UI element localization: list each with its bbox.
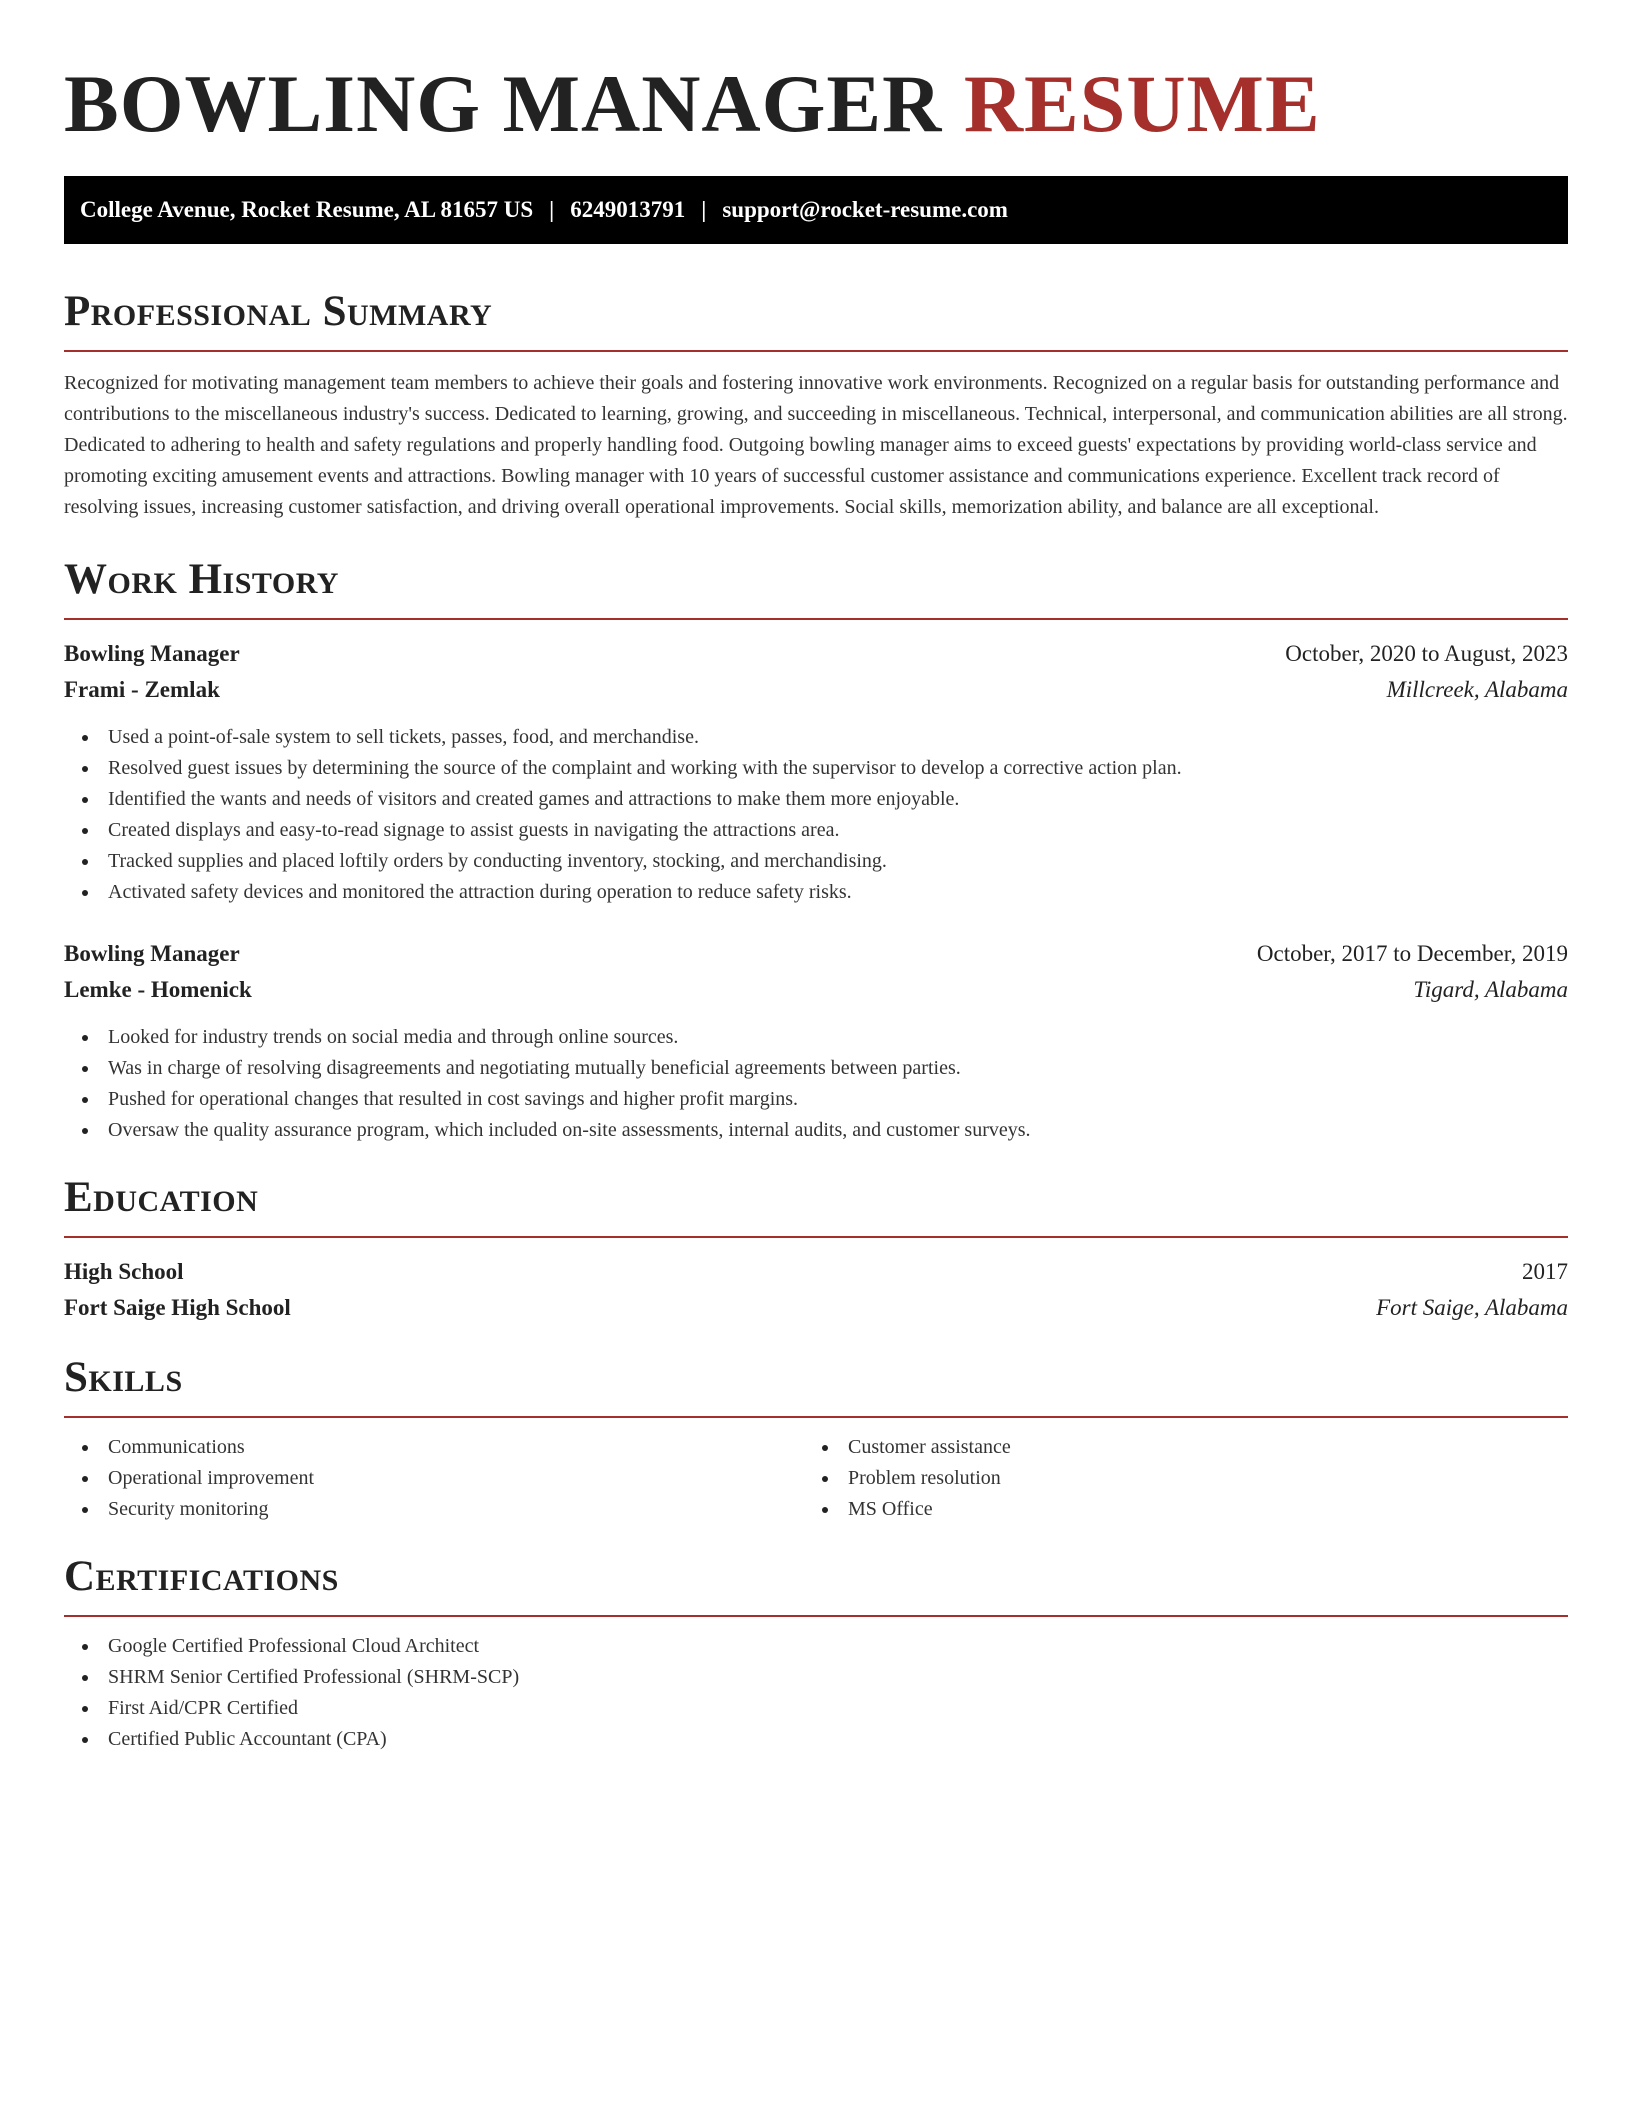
resume-title: [64, 56, 1568, 152]
job-bullet-list: [64, 722, 1568, 908]
job-company: Frami - Zemlak: [64, 677, 220, 702]
list-item: Oversaw the quality assurance program, which included on-site assessments, internal audits, and customer surveys.: [64, 1115, 1568, 1146]
section-heading: Work History: [64, 556, 339, 603]
list-item: Was in charge of resolving disagreements and negotiating mutually beneficial agreements between parties.: [64, 1053, 1568, 1084]
skill-item: Problem resolution: [804, 1463, 1544, 1494]
skill-item: Security monitoring: [64, 1494, 804, 1525]
skills-list-right: [804, 1432, 1544, 1525]
certifications-section: [64, 1553, 1568, 1755]
list-item: Resolved guest issues by determining the source of the complaint and working with the supervisor to develop a corrective action plan.: [64, 753, 1568, 784]
certification-item: Certified Public Accountant (CPA): [64, 1724, 1568, 1755]
contact-bar: [64, 176, 1568, 244]
contact-separator: |: [701, 197, 707, 222]
contact-address: College Avenue, Rocket Resume, AL 81657 US: [80, 197, 534, 222]
title-main: BOWLING MANAGER: [64, 58, 943, 149]
education-degree: High School: [64, 1259, 184, 1284]
list-item: Used a point-of-sale system to sell tickets, passes, food, and merchandise.: [64, 722, 1568, 753]
contact-separator: |: [549, 197, 555, 222]
job-title: Bowling Manager: [64, 641, 240, 666]
list-item: Tracked supplies and placed loftily orders by conducting inventory, stocking, and merchandising.: [64, 846, 1568, 877]
contact-email: support@rocket-resume.com: [722, 197, 1008, 222]
work-history-section: [64, 556, 1568, 1146]
certification-item: First Aid/CPR Certified: [64, 1693, 1568, 1724]
skills-grid: [64, 1432, 1568, 1525]
education-school: Fort Saige High School: [64, 1295, 291, 1320]
section-heading: Certifications: [64, 1553, 339, 1600]
section-divider: [64, 1416, 1568, 1418]
skill-item: MS Office: [804, 1494, 1544, 1525]
job-header-row: [64, 936, 1568, 972]
education-header-row: [64, 1254, 1568, 1290]
education-school-row: [64, 1290, 1568, 1326]
job-dates: October, 2020 to August, 2023: [1285, 641, 1568, 666]
section-heading: Professional Summary: [64, 288, 493, 335]
certification-item: SHRM Senior Certified Professional (SHRM-SCP): [64, 1662, 1568, 1693]
skill-item: Operational improvement: [64, 1463, 804, 1494]
education-entry: [64, 1254, 1568, 1326]
section-heading: Education: [64, 1174, 259, 1221]
skill-item: Customer assistance: [804, 1432, 1544, 1463]
section-divider: [64, 1615, 1568, 1617]
skill-item: Communications: [64, 1432, 804, 1463]
job-company: Lemke - Homenick: [64, 977, 252, 1002]
job-entry: [64, 936, 1568, 1146]
summary-text: Recognized for motivating management team members to achieve their goals and fostering innovative work environments. Recognized on a regular basis for outstanding performance and contributions to the miscellaneous industry's success. Dedicated to learning, growing, and succeeding in miscellaneous. Technical, interpersonal, and communication abilities are all strong. Dedicated to adhering to health and safety regulations and properly handling food. Outgoing bowling manager aims to exceed guests' expectations by providing world-class service and promoting exciting amusement events and attractions. Bowling manager with 10 years of successful customer assistance and communications experience. Excellent track record of resolving issues, increasing customer satisfaction, and driving overall operational improvements. Social skills, memorization ability, and balance are all exceptional.: [64, 372, 1568, 518]
resume-page: [64, 56, 1568, 1755]
job-dates: October, 2017 to December, 2019: [1256, 941, 1568, 966]
certification-item: Google Certified Professional Cloud Architect: [64, 1631, 1568, 1662]
job-title: Bowling Manager: [64, 941, 240, 966]
skills-section: [64, 1354, 1568, 1525]
job-header-row: [64, 636, 1568, 672]
job-location: Tigard, Alabama: [1413, 977, 1568, 1002]
section-heading: Skills: [64, 1354, 183, 1401]
list-item: Looked for industry trends on social media and through online sources.: [64, 1022, 1568, 1053]
job-company-row: [64, 672, 1568, 708]
job-company-row: [64, 972, 1568, 1008]
section-divider: [64, 618, 1568, 620]
education-section: [64, 1174, 1568, 1326]
list-item: Created displays and easy-to-read signage to assist guests in navigating the attractions area.: [64, 815, 1568, 846]
job-location: Millcreek, Alabama: [1386, 677, 1568, 702]
job-bullet-list: [64, 1022, 1568, 1146]
education-year: 2017: [1522, 1259, 1568, 1284]
contact-phone: 6249013791: [570, 197, 686, 222]
list-item: Activated safety devices and monitored the attraction during operation to reduce safety risks.: [64, 877, 1568, 908]
certifications-list: [64, 1631, 1568, 1755]
job-entry: [64, 636, 1568, 908]
professional-summary-section: [64, 288, 1568, 523]
list-item: Identified the wants and needs of visitors and created games and attractions to make them more enjoyable.: [64, 784, 1568, 815]
education-location: Fort Saige, Alabama: [1376, 1295, 1568, 1320]
title-accent: RESUME: [963, 58, 1321, 149]
section-divider: [64, 350, 1568, 352]
list-item: Pushed for operational changes that resulted in cost savings and higher profit margins.: [64, 1084, 1568, 1115]
section-divider: [64, 1236, 1568, 1238]
skills-list-left: [64, 1432, 804, 1525]
